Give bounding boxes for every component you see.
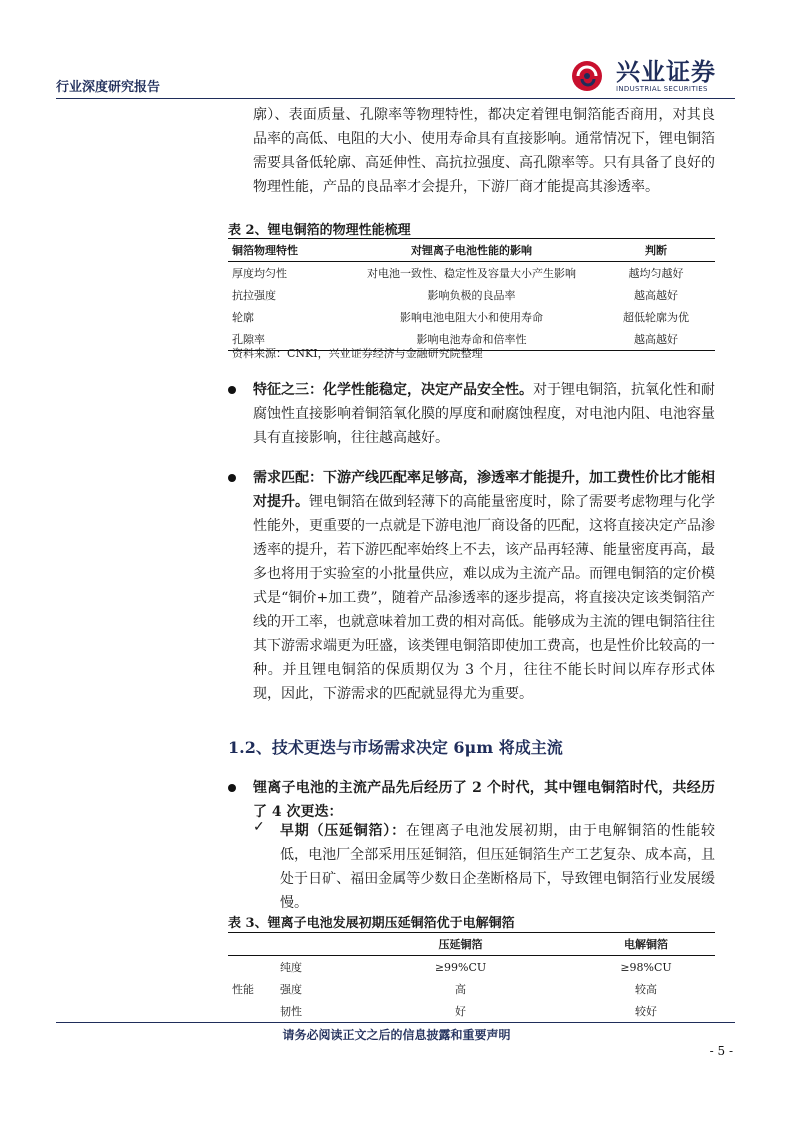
table3-cell-electrolytic: 较好 [635, 1005, 657, 1018]
page-number: - 5 - [709, 1044, 733, 1058]
bullet-lead: 需求匹配：下游产线匹配率足够高，渗透率才能提升，加工费性价比才能相对提升。 [253, 470, 715, 510]
table3-cell-rolled: 好 [455, 1005, 466, 1018]
footer-disclaimer: 请务必阅读正文之后的信息披露和重要声明 [282, 1028, 511, 1042]
table2-source-note: 资料来源：CNKI，兴业证券经济与金融研究院整理 [232, 347, 483, 360]
table2-header-impact: 对锂离子电池性能的影响 [346, 239, 597, 262]
section-heading: 1.2、技术更迭与市场需求决定 6μm 将成主流 [228, 738, 563, 757]
table2-cell-judgement: 越高越好 [634, 289, 678, 302]
table3-cell-attr: 纯度 [280, 961, 302, 974]
logo-chinese-name: 兴业证券 [616, 58, 716, 86]
table3-header-rolled: 压延铜箔 [344, 933, 577, 956]
bullet-icon [228, 386, 236, 394]
sub-item-rolled-foil [280, 819, 715, 915]
bullet-paragraph-chemical [253, 378, 715, 450]
table-row [228, 956, 715, 979]
table3-cell-electrolytic: 较高 [635, 983, 657, 996]
table3-caption: 表 3、锂离子电池发展初期压延铜箔优于电解铜箔 [228, 916, 515, 931]
report-type-label: 行业深度研究报告 [56, 80, 161, 95]
table3-cell-attr: 强度 [280, 983, 302, 996]
table3-header-blank [228, 933, 276, 956]
table2-header-property: 铜箔物理特性 [228, 239, 346, 262]
table2-cell-judgement: 越均匀越好 [628, 267, 684, 280]
table2-cell-impact: 影响负极的良品率 [427, 289, 516, 302]
table3-cell-attr: 韧性 [280, 1005, 302, 1018]
table2-cell-judgement: 越高越好 [597, 328, 715, 351]
header-divider [56, 98, 735, 99]
table2-cell-judgement: 超低轮廓为优 [623, 311, 689, 324]
table-row [228, 284, 715, 306]
table2-cell-impact: 影响电池寿命和倍率性 [346, 328, 597, 351]
table2-header-judgement: 判断 [597, 239, 715, 262]
table2-cell-property: 厚度均匀性 [232, 267, 287, 280]
bullet-icon [228, 474, 236, 482]
table3-header-blank [276, 933, 344, 956]
table2-caption: 表 2、锂电铜箔的物理性能梳理 [228, 223, 411, 238]
table3-cell-electrolytic: ≥98%CU [620, 960, 672, 974]
table3-group-label: 性能 [232, 983, 254, 996]
sub-item-text: 在锂离子电池发展初期，由于电解铜箔的性能较低，电池厂全部采用压延铜箔，但压延铜箔生产工艺复杂、成本高，且处于日矿、福田金属等少数日企垄断格局下，导致锂电铜箔行业发展缓慢。 [280, 823, 715, 911]
logo-english-name: INDUSTRIAL SECURITIES [616, 85, 708, 93]
table3-cell-rolled: ≥99%CU [434, 960, 487, 974]
bullet-icon [228, 784, 236, 792]
sub-item-lead: 早期（压延铜箔）： [280, 823, 406, 839]
company-logo [570, 56, 716, 96]
table3-foil-comparison [228, 932, 715, 1022]
table2-cell-property: 孔隙率 [228, 328, 346, 351]
bullet-lead: 特征之三：化学性能稳定，决定产品安全性。 [253, 382, 533, 398]
logo-emblem-icon [570, 59, 610, 93]
bullet-text: 对于锂电铜箔，抗氧化性和耐腐蚀性直接影响着铜箔氧化膜的厚度和耐腐蚀程度，对电池内阻、电池容量具有直接影响，往往越高越好。 [253, 382, 715, 446]
section-bullet-lead: 锂离子电池的主流产品先后经历了 2 个时代，其中锂电铜箔时代，共经历了 4 次更迭： [253, 780, 715, 820]
table2-cell-property: 抗拉强度 [232, 289, 276, 302]
table-row [228, 1000, 715, 1022]
table3-cell-rolled: 高 [455, 983, 466, 996]
table-row [228, 978, 715, 1000]
check-icon: ✓ [253, 819, 265, 835]
intro-paragraph: 廓）、表面质量、孔隙率等物理特性，都决定着锂电铜箔能否商用，对其良品率的高低、电阻的大小、使用寿命具有直接影响。通常情况下，锂电铜箔需要具备低轮廓、高延伸性、高抗拉强度、高孔隙率等。只有具备了良好的物理性能，产品的良品率才会提升，下游厂商才能提高其渗透率。 [253, 107, 715, 195]
footer-divider [56, 1022, 735, 1023]
table2-cell-impact: 对电池一致性、稳定性及容量大小产生影响 [367, 267, 576, 280]
bullet-paragraph-demand [253, 466, 715, 706]
table2-cell-property: 轮廓 [232, 311, 254, 324]
table3-header-electrolytic: 电解铜箔 [577, 933, 715, 956]
table-row [228, 306, 715, 328]
table-row [228, 262, 715, 285]
bullet-text: 锂电铜箔在做到轻薄下的高能量密度时，除了需要考虑物理与化学性能外，更重要的一点就是下游电池厂商设备的匹配，这将直接决定产品渗透率的提升，若下游匹配率始终上不去，该产品再轻薄、能量密度再高，最多也将用于实验室的小批量供应，难以成为主流产品。而锂电铜箔的定价模式是“铜价+加工费”，随着产品渗透率的逐步提高，将直接决定该类铜箔产线的开工率，也就意味着加工费的相对高低。能够成为主流的锂电铜箔往往其下游需求端更为旺盛，该类锂电铜箔即使加工费高，也是性价比较高的一种。并且锂电铜箔的保质期仅为 3 个月，往往不能长时间以库存形式体现，因此，下游需求的匹配就显得尤为重要。 [253, 494, 715, 702]
table2-physical-properties [228, 238, 715, 351]
table2-cell-impact: 影响电池电阻大小和使用寿命 [400, 311, 543, 324]
